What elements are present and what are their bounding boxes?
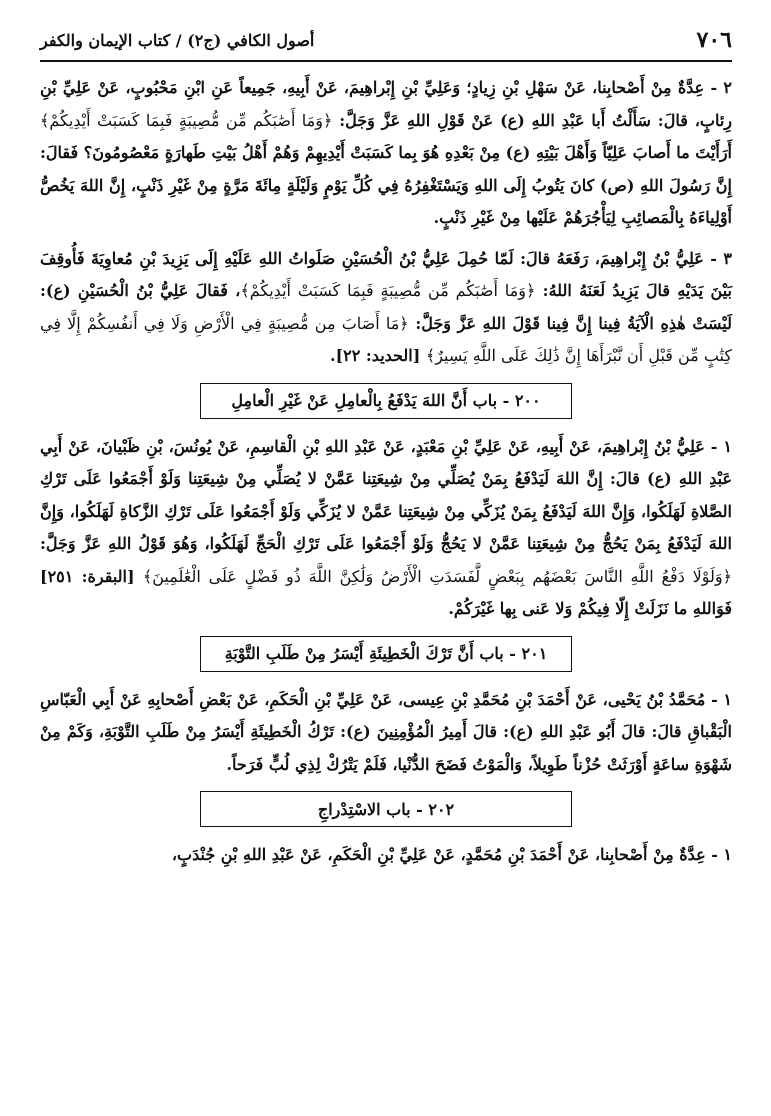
hadith-1-chapter-202 <box>40 839 732 872</box>
running-title: أصول الكافي (ج٢) / كتاب الإيمان والكفر <box>40 30 315 50</box>
page-body <box>40 72 732 880</box>
quran-verse: ﴿وَلَوْلَا دَفْعُ اللَّهِ النَّاسَ بَعْضَهُم بِبَعْضٍ لَّفَسَدَتِ الْأَرْضُ وَلَٰكِنَّ اللَّهَ ذُو فَضْلٍ عَلَى الْعَٰلَمِينَ﴾ <box>142 566 732 586</box>
chapter-heading-200: ٢٠٠ - باب أَنَّ اللهَ يَدْفَعُ بِالْعامِلِ عَنْ غَيْرِ الْعامِلِ <box>200 383 572 419</box>
hadith-2 <box>40 72 732 235</box>
page-number: ٧٠٦ <box>696 27 732 53</box>
hadith-text: [البقرة: ٢٥١] فَوَاللهِ ما نَزَلَتْ إِلّا فِيكُمْ وَلا عَنى بِها غَيْرَكُمْ. <box>40 566 732 618</box>
verse-reference: [الحديد: ٢٢]. <box>330 346 426 365</box>
hadith-text: ٣ - عَلِيُّ بْنُ إِبْراهِيمَ، رَفَعَهُ قالَ: لَمّا حُمِلَ عَلِيُّ بْنُ الْحُسَيْنِ صَلَواتُ اللهِ عَلَيْهِ إِلَى يَزِيدَ بْنِ مُعاوِيَةَ فَأُوقِفَ بَيْنَ يَدَيْهِ قالَ يَزِيدُ لَعَنَهُ اللهُ: <box>40 248 732 300</box>
hadith-text: ١ - مُحَمَّدُ بْنُ يَحْيى، عَنْ أَحْمَدَ بْنِ مُحَمَّدِ بْنِ عِيسى، عَنْ عَلِيِّ بْنِ الْحَكَمِ، عَنْ بَعْضِ أَصْحابِهِ عَنْ أَبِي الْعَبّاسِ الْبَقْباقِ قالَ: قالَ أَبُو عَبْدِ اللهِ (ع): قالَ أَمِيرُ الْمُؤْمِنِينَ (ع): تَرْكُ الْخَطِيئَةِ أَيْسَرُ مِنْ طَلَبِ التَّوْبَةِ، وَكَمْ مِنْ شَهْوَةِ ساعَةٍ أَوْرَثَتْ حُزْناً طَوِيلاً، وَالْمَوْتُ فَضَحَ الدُّنْيا، فَلَمْ يَتْرُكْ لِذِي لُبٍّ فَرَحاً. <box>40 689 732 774</box>
hadith-1-chapter-200 <box>40 431 732 626</box>
chapter-heading-202: ٢٠٢ - باب الاسْتِدْراجِ <box>200 791 572 827</box>
hadith-3 <box>40 243 732 373</box>
hadith-text: ١ - عَلِيُّ بْنُ إِبْراهِيمَ، عَنْ أَبِيهِ، عَنْ عَلِيِّ بْنِ مَعْبَدٍ، عَنْ عَبْدِ اللهِ بْنِ الْقاسِمِ، عَنْ يُونُسَ، بْنِ ظَبْيانَ، عَنْ أَبِي عَبْدِ اللهِ (ع) قالَ: إِنَّ اللهَ لَيَدْفَعُ بِمَنْ يُصَلِّي مِنْ شِيعَتِنا عَمَّنْ لا يُصَلِّي مِنْ شِيعَتِنا وَلَوْ أَجْمَعُوا عَلَى تَرْكِ الصَّلاةِ لَهَلَكُوا، وَإِنَّ اللهَ لَيَدْفَعُ بِمَنْ يُزَكِّي مِنْ شِيعَتِنا عَمَّنْ لا يُزَكِّي وَلَوْ أَجْمَعُوا عَلَى تَرْكِ الزَّكاةِ لَهَلَكُوا، وَإِنَّ اللهَ لَيَدْفَعُ بِمَنْ يَحُجُّ مِنْ شِيعَتِنا عَمَّنْ لا يَحُجُّ وَلَوْ أَجْمَعُوا عَلَى تَرْكِ الْحَجِّ لَهَلَكُوا، وَهُوَ قَوْلُ اللهِ عَزَّ وَجَلَّ: <box>40 436 732 553</box>
page-header <box>40 20 732 62</box>
quran-verse: ﴿مَا أَصَابَ مِن مُّصِيبَةٍ فِي الْأَرْضِ وَلَا فِي أَنفُسِكُمْ إِلَّا فِي كِتَٰبٍ مِّن قَبْلِ أَن نَّبْرَأَهَا إِنَّ ذَٰلِكَ عَلَى اللَّهِ يَسِيرٌ﴾ <box>40 313 732 365</box>
hadith-text: أَرَأَيْتَ ما أَصابَ عَلِيّاً وَأَهْلَ بَيْتِهِ (ع) مِنْ بَعْدِهِ هُوَ بِما كَسَبَتْ أَيْدِيهِمْ وَهُمْ أَهْلُ بَيْتِ طَهارَةٍ مَعْصُومُونَ؟ فَقالَ: إِنَّ رَسُولَ اللهِ (ص) كانَ يَتُوبُ إِلَى اللهِ وَيَسْتَغْفِرُهُ فِي كُلِّ يَوْمٍ وَلَيْلَةٍ مِائَةَ مَرَّةٍ مِنْ غَيْرِ ذَنْبٍ، إِنَّ اللهَ يَخُصُّ أَوْلِياءَهُ بِالْمَصائِبِ لِيَأْجُرَهُمْ عَلَيْها مِنْ غَيْرِ ذَنْبٍ. <box>40 143 732 227</box>
chapter-heading-201: ٢٠١ - باب أَنَّ تَرْكَ الْخَطِيئَةِ أَيْسَرُ مِنْ طَلَبِ التَّوْبَةِ <box>200 636 572 672</box>
hadith-text: ، فَقالَ عَلِيُّ بْنُ الْحُسَيْنِ (ع): لَيْسَتْ هٰذِهِ الْآيَةُ فِينا إِنَّ فِينا قَوْلَ اللهِ عَزَّ وَجَلَّ: <box>40 281 733 333</box>
hadith-1-chapter-201 <box>40 684 732 782</box>
hadith-text: ١ - عِدَّةٌ مِنْ أَصْحابِنا، عَنْ أَحْمَدَ بْنِ مُحَمَّدٍ، عَنْ عَلِيِّ بْنِ الْحَكَمِ، عَنْ عَبْدِ اللهِ بْنِ جُنْدَبٍ، <box>171 845 732 864</box>
quran-verse: ﴿وَمَا أَصَٰبَكُم مِّن مُّصِيبَةٍ فَبِمَا كَسَبَتْ أَيْدِيكُمْ﴾ <box>240 281 536 300</box>
quran-verse: ﴿وَمَا أَصَٰبَكُم مِّن مُّصِيبَةٍ فَبِمَا كَسَبَتْ أَيْدِيكُمْ﴾ <box>40 110 333 130</box>
hadith-text: ٢ - عِدَّةٌ مِنْ أَصْحابِنا، عَنْ سَهْلِ بْنِ زِيادٍ؛ وَعَلِيِّ بْنِ إِبْراهِيمَ، عَنْ أَبِيهِ، جَمِيعاً عَنِ ابْنِ مَحْبُوبٍ، عَنْ عَلِيِّ بْنِ رِئابٍ، قالَ: سَأَلْتُ أَبا عَبْدِ اللهِ (ع) عَنْ قَوْلِ اللهِ عَزَّ وَجَلَّ: <box>40 78 733 130</box>
